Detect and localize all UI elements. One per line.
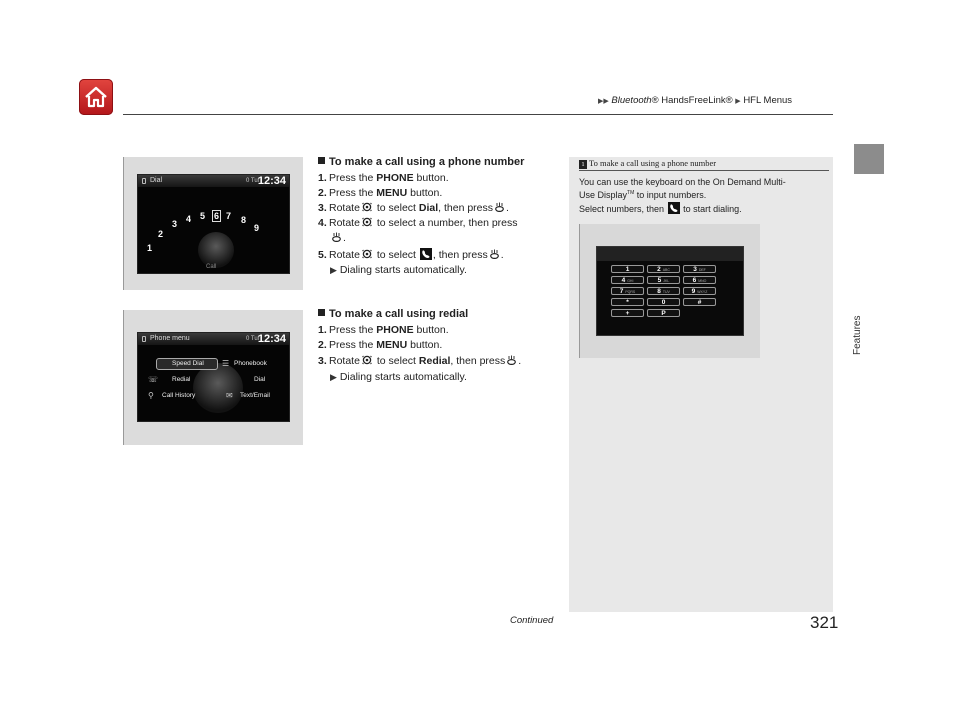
dial-screen <box>137 174 290 274</box>
step-3 <box>318 355 521 367</box>
keypad-key: 0 <box>647 298 680 306</box>
continued-label: Continued <box>510 615 554 626</box>
step-text: to select <box>373 355 419 367</box>
step-text: . <box>518 355 522 367</box>
step-text: button. <box>413 324 449 336</box>
dial-digit: 5 <box>200 211 206 221</box>
step-text: Rotate <box>329 217 360 229</box>
breadcrumb-arrow-icon: ▶▶ <box>598 98 609 105</box>
step-text: , then press <box>450 355 506 367</box>
screen-title: Dial <box>150 177 163 184</box>
dial-screen-image <box>123 157 303 290</box>
note-number-badge: 1 <box>579 160 587 169</box>
step-3 <box>318 202 509 214</box>
keypad-key: 7 PQRS <box>611 287 644 295</box>
step-text: . <box>506 202 509 214</box>
step-number: 3. <box>318 202 327 214</box>
sidebar-text: to start dialing. <box>680 204 742 214</box>
breadcrumb-item[interactable]: ® HandsFreeLink® <box>651 95 733 106</box>
sidebar-text: Select numbers, then <box>579 204 665 214</box>
sidebar-line <box>579 190 706 200</box>
keypad-key: 5 JKL <box>647 276 680 284</box>
screen-title: Phone menu <box>150 335 190 342</box>
step-1 <box>318 324 449 336</box>
step-text: Press the <box>329 172 377 184</box>
keypad-key: 3 DEF <box>683 265 716 273</box>
section-tab[interactable] <box>854 144 884 174</box>
breadcrumb-item[interactable]: HFL Menus <box>743 95 793 106</box>
signal-indicator: 0 Tul <box>246 178 260 184</box>
section-heading-redial <box>318 308 468 320</box>
step-text: , then press <box>432 249 488 261</box>
menu-item-dial: Dial <box>254 376 266 383</box>
interface-dial-icon <box>362 217 372 227</box>
call-history-icon: ⚲ <box>148 391 154 400</box>
call-icon <box>668 202 680 214</box>
step-text: Rotate <box>329 249 360 261</box>
dial-digit: 3 <box>172 219 178 229</box>
sidebar-title-text: To make a call using a phone number <box>589 158 717 168</box>
phone-menu-screen-image <box>123 310 303 445</box>
result-text: Dialing starts automatically. <box>339 371 467 383</box>
step-4-continued <box>330 232 346 244</box>
interface-dial-icon <box>362 249 372 259</box>
home-icon <box>84 85 108 109</box>
sidebar-title <box>579 158 716 169</box>
keypad-key: 2 ABC <box>647 265 680 273</box>
step-number: 1. <box>318 324 327 336</box>
breadcrumb-item[interactable]: Bluetooth <box>611 95 652 106</box>
trademark-mark: TM <box>627 190 635 196</box>
result-arrow-icon: ▶ <box>330 265 337 275</box>
step-text: Rotate <box>329 355 360 367</box>
press-dial-icon <box>507 355 516 365</box>
header-divider <box>123 114 833 115</box>
dial-knob-graphic <box>198 232 234 268</box>
keypad-key: * <box>611 298 644 306</box>
keypad-screen-image <box>579 224 760 358</box>
step-result <box>330 371 467 383</box>
step-text: button. <box>407 187 443 199</box>
keypad-key: 8 TUV <box>647 287 680 295</box>
dial-digit: 2 <box>158 229 164 239</box>
phone-icon <box>142 178 146 184</box>
sidebar-divider <box>579 170 829 171</box>
phonebook-icon: ☰ <box>222 359 230 368</box>
keypad-key: 6 MNO <box>683 276 716 284</box>
menu-option-name: Redial <box>418 355 451 367</box>
home-button[interactable] <box>79 79 113 115</box>
redial-icon: ☏ <box>148 375 159 384</box>
heading-text: To make a call using redial <box>329 308 469 320</box>
step-2 <box>318 187 442 199</box>
menu-option-name: Dial <box>418 202 439 214</box>
menu-item-phonebook: Phonebook <box>234 360 267 367</box>
keypad-key: + <box>611 309 644 317</box>
page-number: 321 <box>810 613 839 632</box>
heading-text: To make a call using a phone number <box>329 156 525 168</box>
signal-indicator: 0 Tul <box>246 336 260 342</box>
menu-knob-graphic <box>193 363 243 413</box>
step-text: to select <box>373 202 419 214</box>
button-name: PHONE <box>376 324 414 336</box>
step-number: 1. <box>318 172 327 184</box>
phone-menu-screen <box>137 332 290 422</box>
step-4 <box>318 217 518 229</box>
section-tab-label: Features <box>852 315 863 355</box>
screen-clock: 12:34 <box>257 175 286 187</box>
email-icon: ✉ <box>226 391 233 400</box>
button-name: MENU <box>376 187 408 199</box>
dial-digit: 9 <box>254 223 260 233</box>
step-text: Press the <box>329 339 377 351</box>
step-text: Rotate <box>329 202 360 214</box>
sidebar-line <box>579 202 742 214</box>
keypad-key: 4 GHI <box>611 276 644 284</box>
step-text: Press the <box>329 324 377 336</box>
dial-digit: 8 <box>241 215 247 225</box>
keypad-letters: WXYZ <box>697 290 708 294</box>
keypad-letters: PQRS <box>625 290 636 294</box>
keypad-key: # <box>683 298 716 306</box>
keypad-screen <box>596 246 744 336</box>
step-text: to select a number, then press <box>373 217 518 229</box>
step-5 <box>318 248 504 261</box>
step-number: 5. <box>318 249 327 261</box>
dial-digit-selected: 6 <box>214 211 220 221</box>
button-name: MENU <box>376 339 408 351</box>
step-number: 3. <box>318 355 327 367</box>
keypad-letters: GHI <box>627 279 634 283</box>
step-1 <box>318 172 449 184</box>
menu-item-call-history: Call History <box>162 392 196 399</box>
breadcrumb-arrow-icon: ▶ <box>735 98 741 105</box>
sidebar-text: to input numbers. <box>634 190 707 200</box>
keypad-letters: TUV <box>662 290 670 294</box>
step-text: button. <box>407 339 443 351</box>
button-name: PHONE <box>376 172 414 184</box>
step-number: 4. <box>318 217 327 229</box>
keypad-input-bar <box>597 247 743 261</box>
press-dial-icon <box>490 249 499 259</box>
step-2 <box>318 339 442 351</box>
keypad-key: P <box>647 309 680 317</box>
step-text: . <box>343 232 346 244</box>
sidebar-line: You can use the keyboard on the On Demand Multi- <box>579 177 786 187</box>
press-dial-icon <box>495 202 504 212</box>
menu-item-speed-dial: Speed Dial <box>172 360 204 367</box>
step-text: . <box>500 249 504 261</box>
keypad-key: 9 WXYZ <box>683 287 716 295</box>
call-label: Call <box>206 264 217 270</box>
call-icon <box>420 248 432 260</box>
keypad-letters: JKL <box>663 279 670 283</box>
breadcrumb <box>598 95 792 106</box>
screen-clock: 12:34 <box>257 333 286 345</box>
sidebar-text: Use Display <box>579 190 628 200</box>
sidebar-note <box>569 157 833 612</box>
keypad-letters: DEF <box>698 268 706 272</box>
menu-item-text-email: Text/Email <box>240 392 270 399</box>
section-heading-phone-number <box>318 156 524 168</box>
interface-dial-icon <box>362 355 372 365</box>
keypad-key: 1 <box>611 265 644 273</box>
dial-digit: 7 <box>226 211 232 221</box>
keypad-letters: MNO <box>698 279 707 283</box>
dial-digit: 1 <box>147 243 153 253</box>
step-result <box>330 264 467 276</box>
result-text: Dialing starts automatically. <box>339 264 467 276</box>
heading-square-icon <box>318 157 325 164</box>
step-text: to select <box>373 249 416 261</box>
step-text: , then press <box>438 202 494 214</box>
interface-dial-icon <box>362 202 372 212</box>
step-text: Press the <box>329 187 377 199</box>
step-number: 2. <box>318 187 327 199</box>
dial-digit: 4 <box>186 214 192 224</box>
result-arrow-icon: ▶ <box>330 372 337 382</box>
step-number: 2. <box>318 339 327 351</box>
press-dial-icon <box>332 232 341 242</box>
phone-icon <box>142 336 146 342</box>
menu-item-redial: Redial <box>172 376 191 383</box>
keypad-letters: ABC <box>662 268 670 272</box>
heading-square-icon <box>318 309 325 316</box>
step-text: button. <box>413 172 449 184</box>
